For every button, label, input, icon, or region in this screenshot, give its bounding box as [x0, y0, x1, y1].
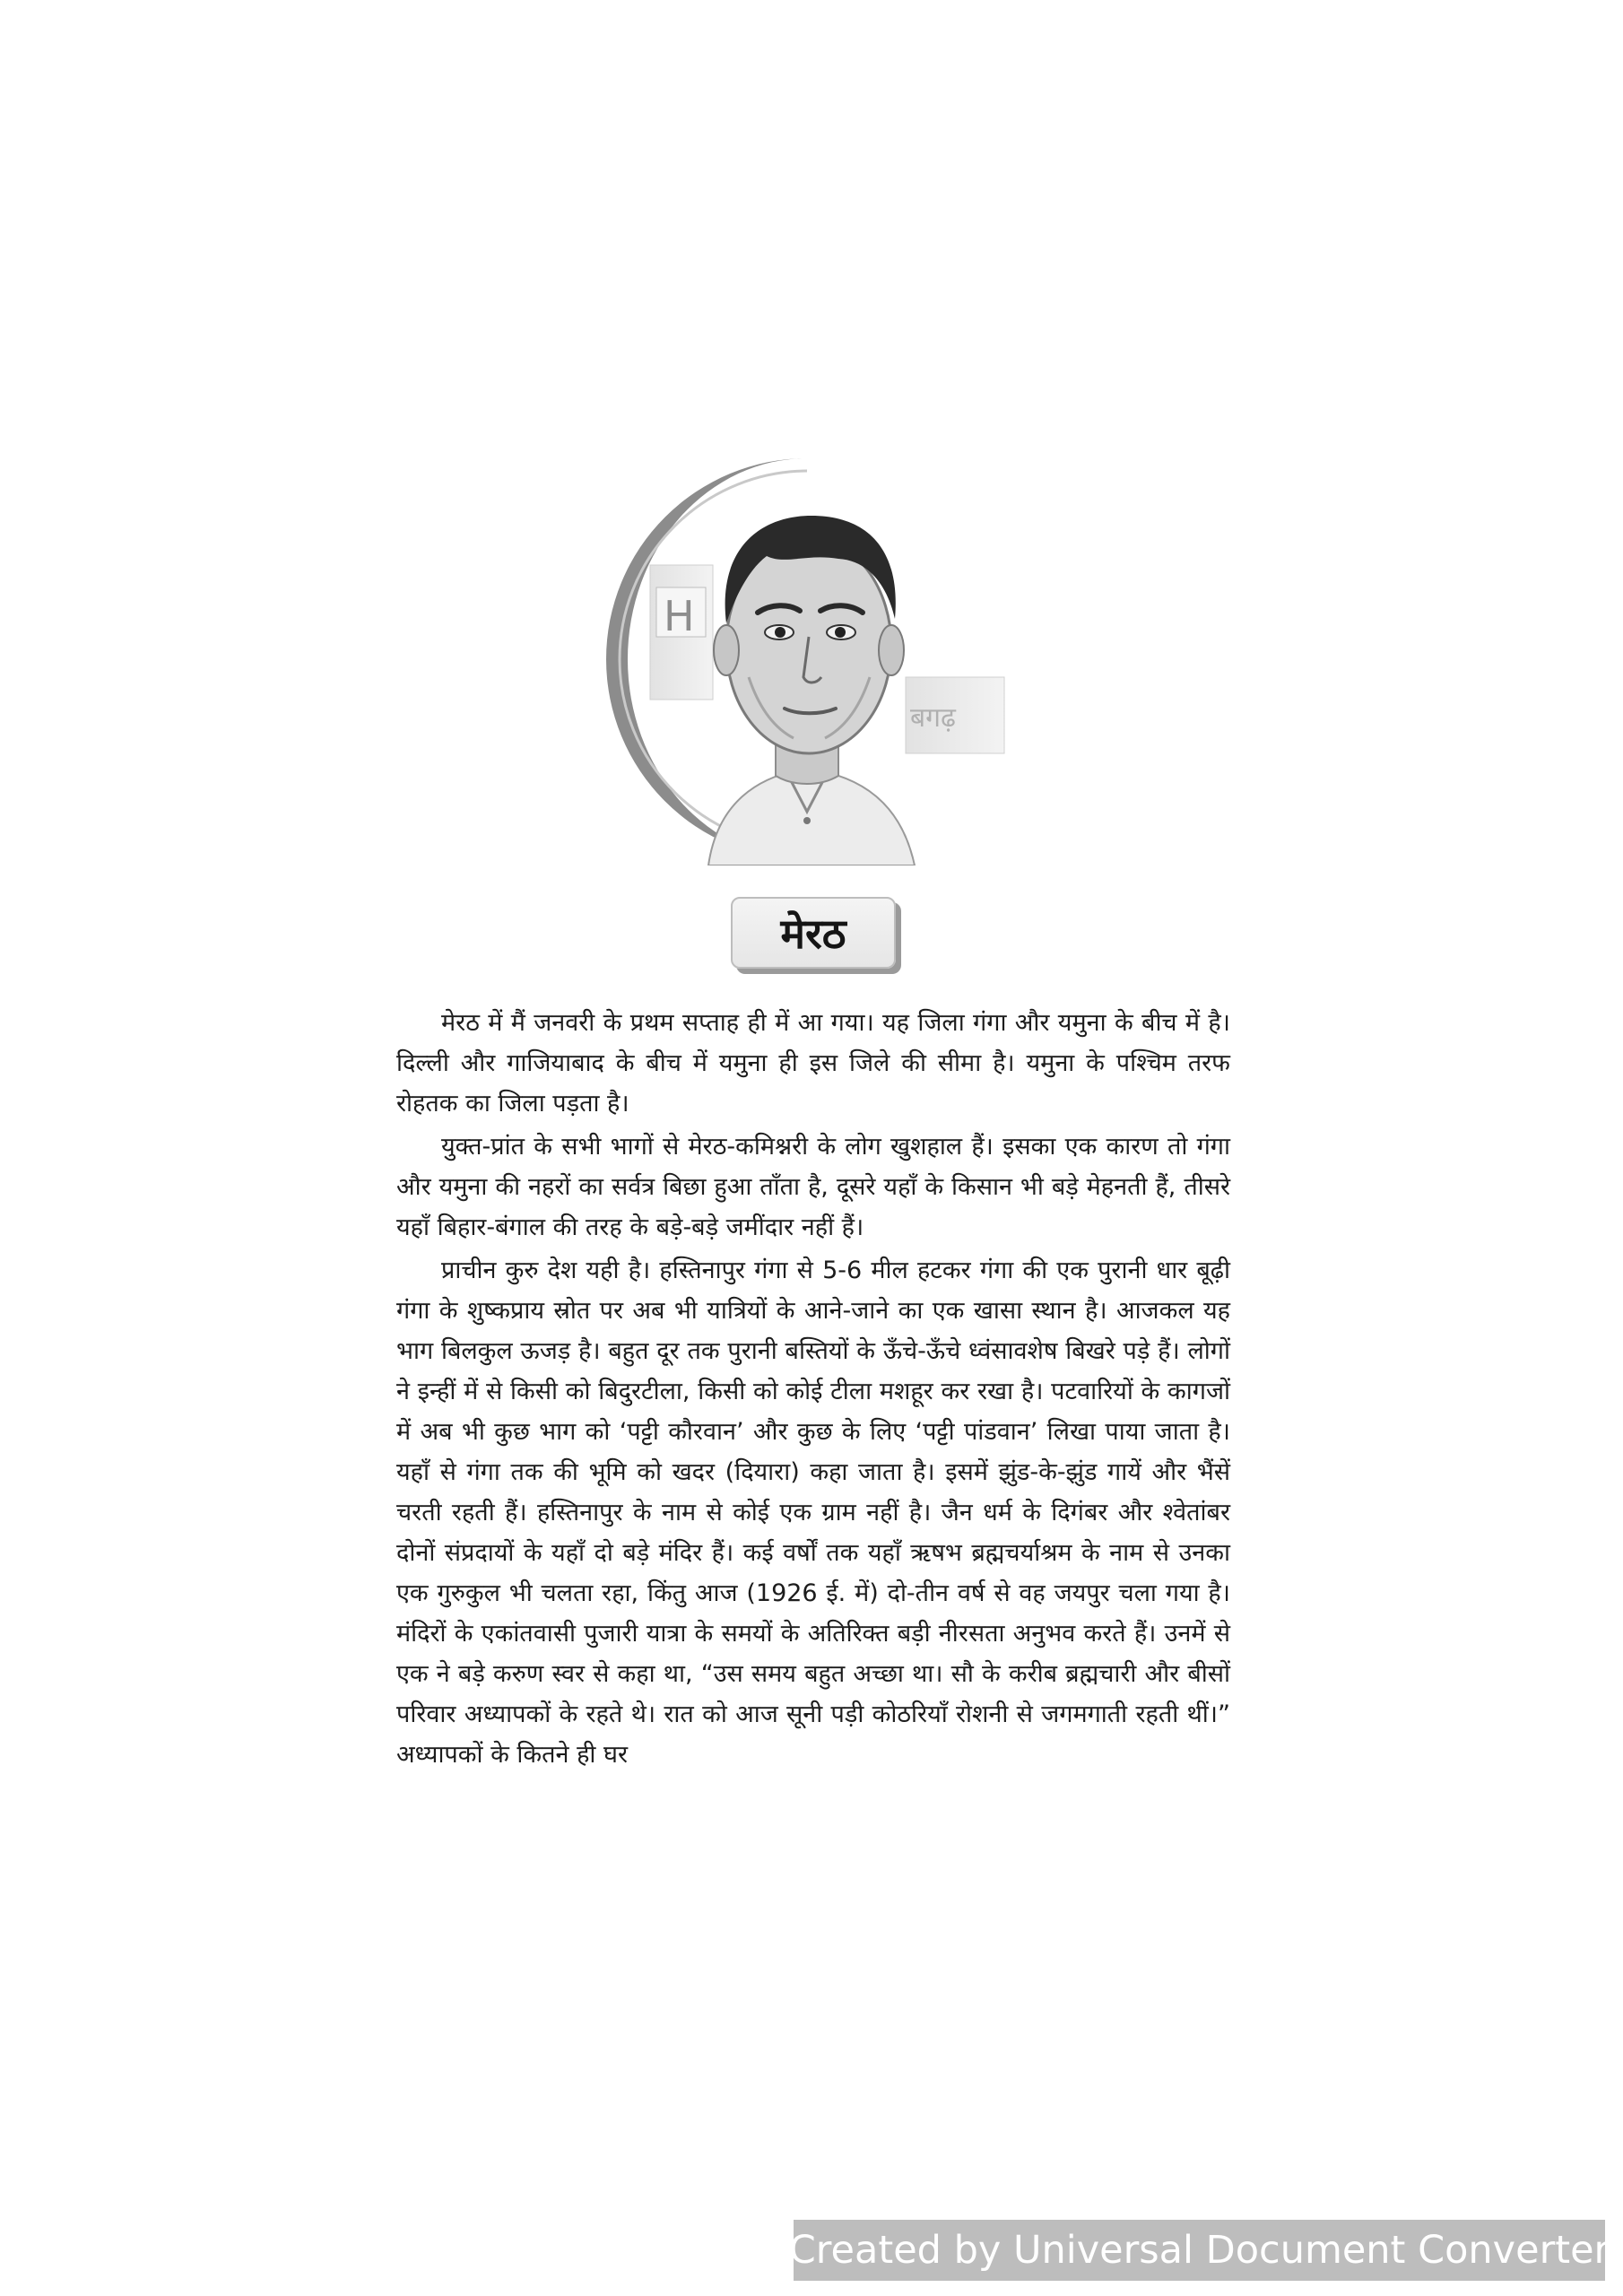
chapter-title: मेरठ — [780, 909, 846, 958]
body-text — [396, 1003, 1230, 1778]
paragraph-1: मेरठ में मैं जनवरी के प्रथम सप्ताह ही में आ गया। यह जिला गंगा और यमुना के बीच में है। दिल्ली और गाजियाबाद के बीच में यमुना ही इस जिले की सीमा है। यमुना के पश्चिम तरफ रोहतक का जिला पड़ता है। — [396, 1009, 1230, 1118]
watermark-banner — [788, 2220, 1610, 2281]
background-sign-text: बगढ़ — [910, 702, 956, 734]
watermark-text: Created by Universal Document Converter — [788, 2228, 1610, 2273]
paragraph-2: युक्त-प्रांत के सभी भागों से मेरठ-कमिश्नरी के लोग खुशहाल हैं। इसका एक कारण तो गंगा और यमुना की नहरों का सर्वत्र बिछा हुआ ताँता है, दूसरे यहाँ के किसान भी बड़े मेहनती हैं, तीसरे यहाँ बिहार-बंगाल की तरह के बड़े-बड़े जमींदार नहीं हैं। — [396, 1133, 1230, 1241]
author-portrait — [601, 453, 1013, 865]
background-letter: H — [664, 592, 695, 640]
chapter-title-box — [731, 897, 896, 969]
paragraph-3: प्राचीन कुरु देश यही है। हस्तिनापुर गंगा से 5-6 मील हटकर गंगा की एक पुरानी धार बूढ़ी गंगा के शुष्कप्राय स्रोत पर अब भी यात्रियों के आने-जाने का एक खासा स्थान है। आजकल यह भाग बिलकुल ऊजड़ है। बहुत दूर तक पुरानी बस्तियों के ऊँचे-ऊँचे ध्वंसावशेष बिखरे पड़े हैं। लोगों ने इन्हीं में से किसी को बिदुरटीला, किसी को कोई टीला मशहूर कर रखा है। पटवारियों के कागजों में अब भी कुछ भाग को ‘पट्टी कौरवान’ और कुछ के लिए ‘पट्टी पांडवान’ लिखा पाया जाता है। यहाँ से गंगा तक की भूमि को खदर (दियारा) कहा जाता है। इसमें झुंड-के-झुंड गायें और भैंसें चरती रहती हैं। हस्तिनापुर के नाम से कोई एक ग्राम नहीं है। जैन धर्म के दिगंबर और श्वेतांबर दोनों संप्रदायों के यहाँ दो बड़े मंदिर हैं। कई वर्षों तक यहाँ ऋषभ ब्रह्मचर्याश्रम के नाम से उनका एक गुरुकुल भी चलता रहा, किंतु आज (1926 ई. में) दो-तीन वर्ष से वह जयपुर चला गया है। मंदिरों के एकांतवासी पुजारी यात्रा के समयों के अतिरिक्त बड़ी नीरसता अनुभव करते हैं। उनमें से एक ने बड़े करुण स्वर से कहा था, “उस समय बहुत अच्छा था। सौ के करीब ब्रह्मचारी और बीसों परिवार अध्यापकों के रहते थे। रात को आज सूनी पड़ी कोठरियाँ रोशनी से जगमगाती रहती थीं।” अध्यापकों के कितने ही घर — [396, 1257, 1230, 1769]
